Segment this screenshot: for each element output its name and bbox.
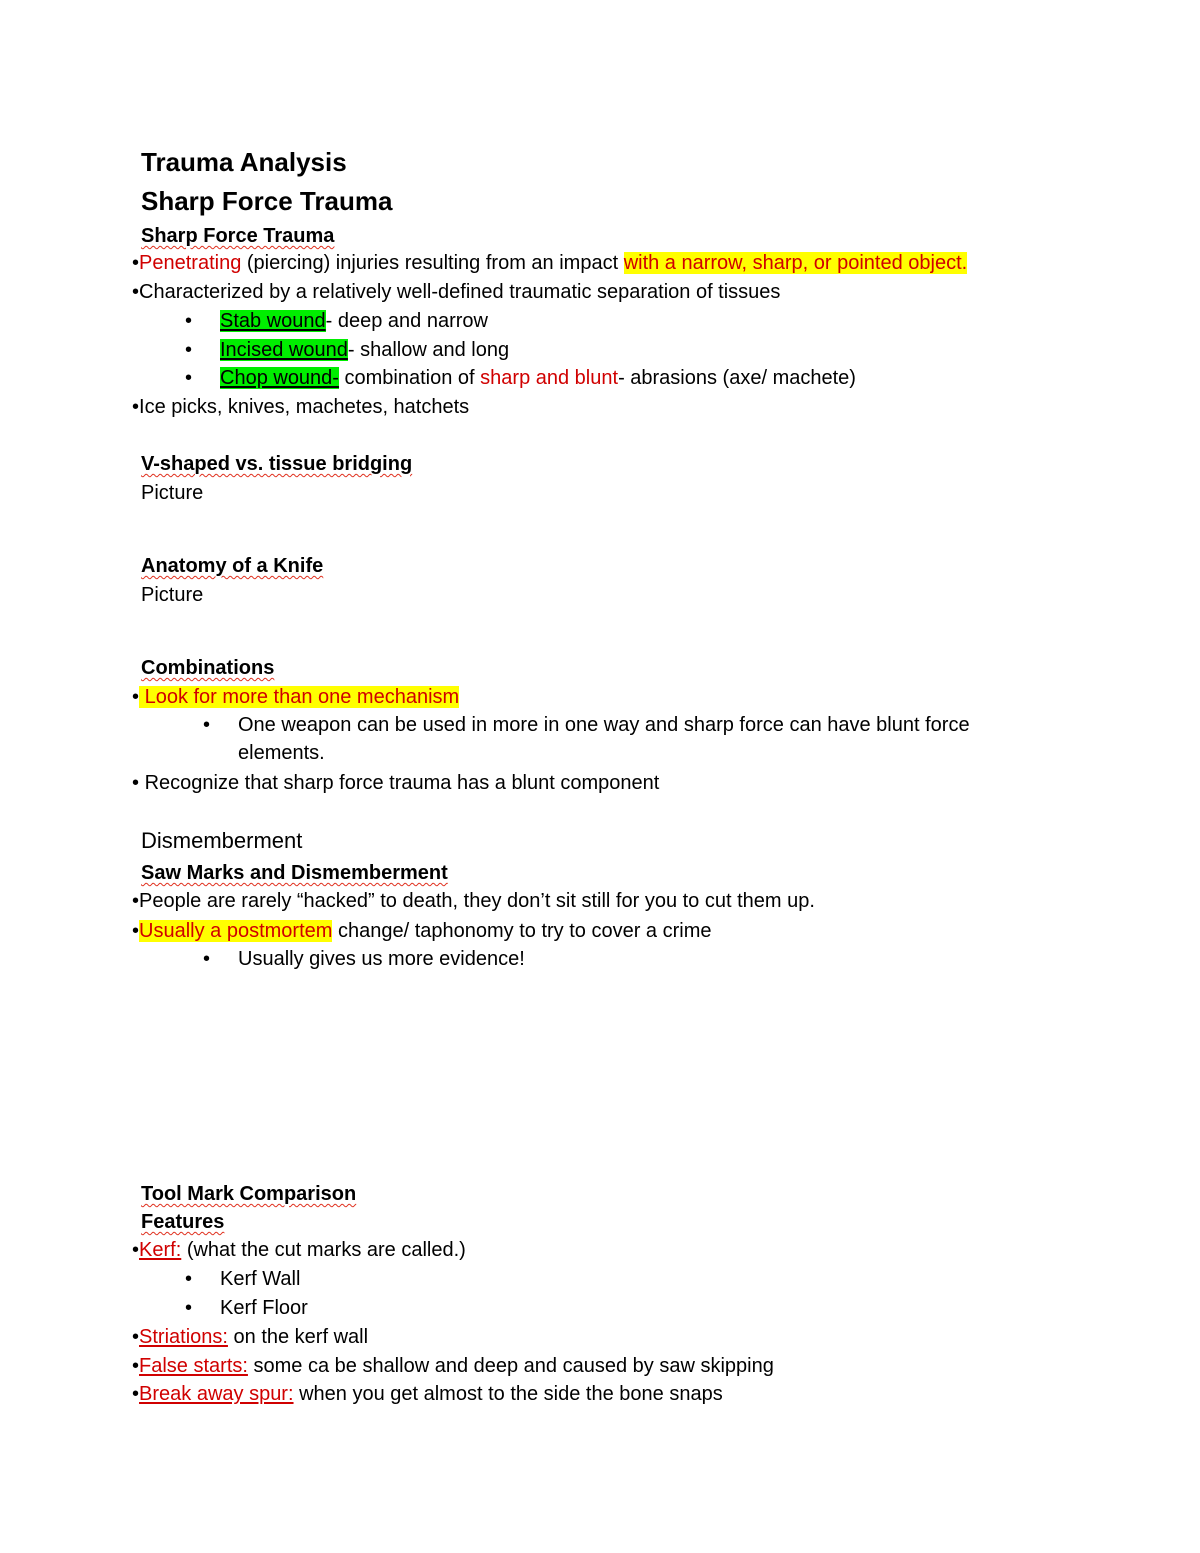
term-stab-wound: Stab wound (220, 310, 326, 332)
bullet: • (132, 772, 140, 794)
picture-placeholder: Picture (141, 482, 204, 504)
section-heading-anatomy: Anatomy of a Knife (141, 555, 324, 577)
bullet: • (132, 281, 140, 303)
bullet: • (203, 714, 211, 736)
list-item (132, 684, 459, 710)
list-item-text: Usually gives us more evidence! (238, 948, 525, 970)
list-item (132, 394, 469, 420)
list-item (132, 888, 815, 914)
bullet: • (185, 310, 193, 332)
list-item (132, 279, 780, 305)
picture-placeholder: Picture (141, 584, 204, 606)
list-item-continuation: elements. (238, 742, 325, 764)
list-item (132, 1237, 466, 1263)
bullet: • (132, 920, 140, 942)
term-false-starts: False starts: (139, 1355, 248, 1377)
bullet: • (185, 339, 193, 361)
sub-list-item (185, 1266, 300, 1292)
bullet: • (185, 367, 193, 389)
list-item (132, 1353, 774, 1379)
term-striations: Striations: (139, 1326, 228, 1348)
list-item (132, 1324, 368, 1350)
term-chop-wound: Chop wound- (220, 367, 339, 389)
sub-list-item (185, 365, 856, 391)
page-title: Trauma Analysis (141, 147, 347, 177)
list-item-text: One weapon can be used in more in one way and sharp force can have blunt force (238, 714, 970, 736)
list-item-text: combination of (338, 367, 481, 389)
bullet: • (185, 1268, 193, 1290)
sub-list-item (185, 337, 509, 363)
list-item (132, 918, 712, 944)
list-item-text: Characterized by a relatively well-defined traumatic separation of tissues (139, 281, 781, 303)
term-kerf: Kerf: (139, 1239, 182, 1261)
bullet: • (132, 890, 140, 912)
list-item-text: (piercing) injuries resulting from an impact (241, 252, 624, 274)
section-heading-saw-marks: Saw Marks and Dismemberment (141, 862, 448, 884)
bullet: • (132, 252, 140, 274)
section-heading-combinations: Combinations (141, 657, 275, 679)
highlighted-text: with a narrow, sharp, or pointed object. (623, 252, 968, 274)
list-item-text: - shallow and long (347, 339, 510, 361)
term-incised-wound: Incised wound (220, 339, 348, 361)
section-heading-sharp-force: Sharp Force Trauma (141, 225, 335, 247)
term-break-away-spur: Break away spur: (139, 1383, 294, 1405)
bullet: • (132, 1326, 140, 1348)
bullet: • (132, 1383, 140, 1405)
list-item-text: Ice picks, knives, machetes, hatchets (139, 396, 470, 418)
sub-list-item (203, 712, 970, 738)
list-item-text: People are rarely “hacked” to death, they don’t sit still for you to cut them up. (139, 890, 815, 912)
list-item-text: Recognize that sharp force trauma has a blunt component (139, 772, 660, 794)
section-heading-tool-mark: Tool Mark Comparison (141, 1183, 357, 1205)
bullet: • (132, 1239, 140, 1261)
term-sharp-and-blunt: sharp and blunt (480, 367, 619, 389)
highlighted-text: Usually a postmortem (139, 920, 333, 942)
section-subheading-features: Features (141, 1211, 225, 1233)
list-item-text: - deep and narrow (325, 310, 488, 332)
list-item (132, 250, 967, 276)
bullet: • (132, 686, 140, 708)
list-item-text: on the kerf wall (227, 1326, 369, 1348)
sub-list-item (185, 308, 488, 334)
sub-list-item (203, 946, 525, 972)
bullet: • (203, 948, 211, 970)
list-item-text: - abrasions (axe/ machete) (618, 367, 856, 389)
bullet: • (132, 1355, 140, 1377)
bullet: • (132, 396, 140, 418)
list-item-text: Kerf Wall (220, 1268, 301, 1290)
bullet: • (185, 1297, 193, 1319)
term-penetrating: Penetrating (139, 252, 242, 274)
page-subtitle: Sharp Force Trauma (141, 186, 393, 216)
sub-list-item (185, 1295, 308, 1321)
list-item-text: Kerf Floor (220, 1297, 308, 1319)
list-item (132, 1381, 723, 1407)
section-title-dismemberment: Dismemberment (141, 828, 303, 853)
list-item-text: when you get almost to the side the bone snaps (293, 1383, 723, 1405)
list-item-text: some ca be shallow and deep and caused by saw skipping (247, 1355, 774, 1377)
list-item-text: (what the cut marks are called.) (181, 1239, 466, 1261)
section-heading-v-shaped: V-shaped vs. tissue bridging (141, 453, 413, 475)
highlighted-text: Look for more than one mechanism (139, 686, 460, 708)
list-item-text: change/ taphonomy to try to cover a crime (332, 920, 712, 942)
list-item (132, 770, 659, 796)
